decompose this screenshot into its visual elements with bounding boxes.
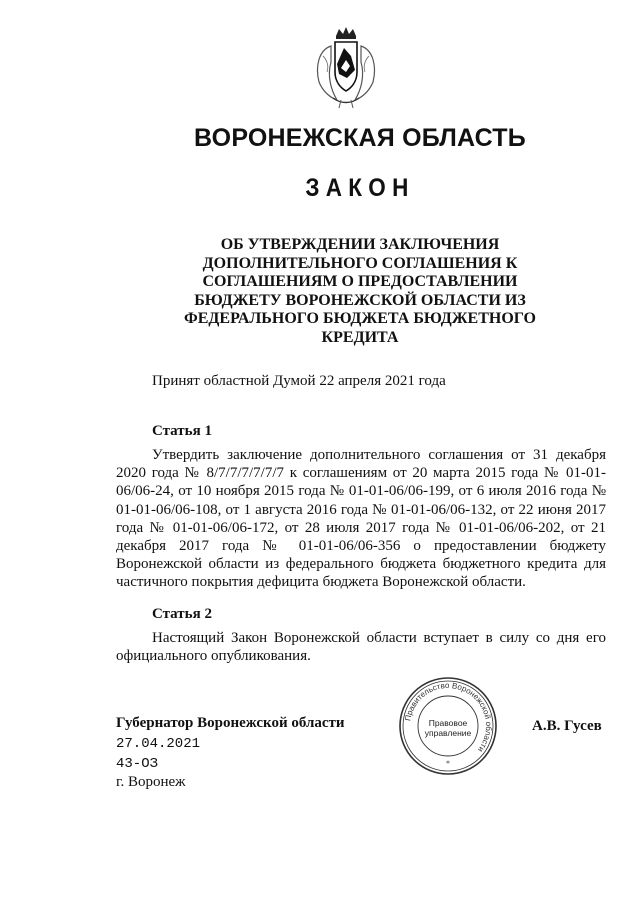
signer-name: А.В. Гусев bbox=[532, 718, 602, 734]
svg-text:*: * bbox=[446, 759, 450, 768]
law-title-line: СОГЛАШЕНИЯМ О ПРЕДОСТАВЛЕНИИ bbox=[202, 273, 518, 290]
article-1-text: Утвердить заключение дополнительного соглашения от 31 декабря 2020 года № 8/7/7/7/7/7/7 к соглашениям от 20 марта 2015 года № 01-01-06/06-24, от 10 ноября 2015 года № 01-01-06/06-199, от 6 июля 2016 года № 01-01-06/06-108, от 1 августа 2016 года № 01-01-06/06-132, от 22 июня 2017 года № 01-01-06/06-172, от 28 июля 2017 года № 01-01-06/06-202, от 21 декабря 2017 года № 01-01-06/06-356 о предоставлении бюджету Воронежской области из федерального бюджета бюджетного кредита для частичного покрытия дефицита бюджета Воронежской области. bbox=[116, 447, 606, 591]
law-number: 43-ОЗ bbox=[116, 756, 159, 772]
signing-city: г. Воронеж bbox=[116, 774, 186, 790]
law-title-line: ОБ УТВЕРЖДЕНИИ ЗАКЛЮЧЕНИЯ bbox=[220, 236, 500, 253]
region-heading: ВОРОНЕЖСКАЯ ОБЛАСТЬ bbox=[194, 124, 526, 152]
coat-of-arms-emblem bbox=[311, 26, 381, 110]
law-title-line: ДОПОЛНИТЕЛЬНОГО СОГЛАШЕНИЯ К bbox=[202, 254, 518, 272]
article-1-heading: Статья 1 bbox=[152, 423, 212, 439]
signing-date: 27.04.2021 bbox=[116, 736, 201, 752]
seal-inner-text bbox=[418, 718, 478, 738]
article-2-text: Настоящий Закон Воронежской области вступает в силу со дня его официального опубликования. bbox=[116, 630, 606, 665]
law-title-line: ФЕДЕРАЛЬНОГО БЮДЖЕТА БЮДЖЕТНОГО bbox=[184, 310, 536, 327]
signatory-position: Губернатор Воронежской области bbox=[116, 715, 345, 731]
law-title-line: БЮДЖЕТУ ВОРОНЕЖСКОЙ ОБЛАСТИ ИЗ bbox=[194, 291, 526, 309]
article-2-heading: Статья 2 bbox=[152, 606, 212, 622]
seal-outer-text: Правительство Воронежской области bbox=[403, 680, 494, 754]
law-title-line: КРЕДИТА bbox=[321, 328, 399, 346]
seal-inner-line: Правовое bbox=[428, 718, 468, 728]
seal-inner-line: управление bbox=[424, 728, 472, 738]
adoption-note: Принят областной Думой 22 апреля 2021 года bbox=[152, 373, 446, 389]
document-type-heading: ЗАКОН bbox=[305, 174, 415, 202]
law-title bbox=[180, 236, 540, 347]
